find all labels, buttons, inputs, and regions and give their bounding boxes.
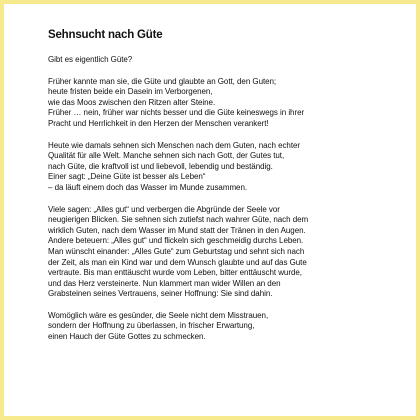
text-line: Gibt es eigentlich Güte? [48,55,133,64]
text-line: wirklich Guten, nach dem Wasser im Mund statt der Tränen in den Augen. [48,225,306,235]
text-line: der Zeit, als man ein Kind war und dem Wunsch glaubte und auf das Gute [48,257,307,267]
paragraph-hope [48,311,388,343]
text-line: sondern der Hoffnung zu überlassen, in frischer Erwartung, [48,321,255,331]
paragraph-longing [48,141,388,194]
document-title: Sehnsucht nach Güte [48,29,163,41]
text-line: – da läuft einem doch das Wasser im Munde zusammen. [48,182,248,192]
document-body [48,28,388,354]
paragraph-past [48,77,388,130]
paragraph-question [48,55,388,66]
text-line: Einer sagt: „Deine Güte ist besser als Leben“ [48,172,206,182]
text-line: einen Hauch der Güte Gottes zu schmecken. [48,332,206,342]
text-line: Heute wie damals sehnen sich Menschen nach dem Guten, nach echter [48,140,301,150]
text-line: Womöglich wäre es gesünder, die Seele nicht dem Misstrauen, [48,310,269,320]
text-line: Früher … nein, früher war nichts besser und die Güte keineswegs in ihrer [48,108,305,118]
paragraph-alles-gut [48,205,388,300]
text-line: Grabsteinen seines Vertrauens, seiner Hoffnung: Sie sind dahin. [48,289,273,299]
text-line: Viele sagen: „Alles gut“ und verbergen die Abgründe der Seele vor [48,204,280,214]
text-line: wie das Moos zwischen den Ritzen alter Steine. [48,97,216,107]
text-line: heute fristen beide ein Dasein im Verborgenen, [48,87,213,97]
text-line: neugierigen Blicken. Sie sehnen sich zutiefst nach wahrer Güte, nach dem [48,215,309,225]
text-line: nach Güte, die kraftvoll ist und liebevoll, lebendig und beständig. [48,161,273,171]
text-line: Andere beteuern: „Alles gut“ und flickeln sich geschmeidig durchs Leben. [48,236,304,246]
text-line: Pracht und Herrlichkeit in den Herzen der Menschen verankert! [48,118,269,128]
text-line: Qualität für alle Welt. Manche sehnen sich nach Gott, der Gutes tut, [48,151,285,161]
text-line: vertraute. Bis man enttäuscht wurde vom Leben, bitter enttäuscht wurde, [48,268,302,278]
text-line: und das Herz versteinerte. Nun klammert man wider Willen an den [48,278,281,288]
text-line: Man wünscht einander: „Alles Gute“ zum Geburtstag und sehnt sich nach [48,246,305,256]
text-line: Früher kannte man sie, die Güte und glaubte an Gott, den Guten; [48,76,277,86]
